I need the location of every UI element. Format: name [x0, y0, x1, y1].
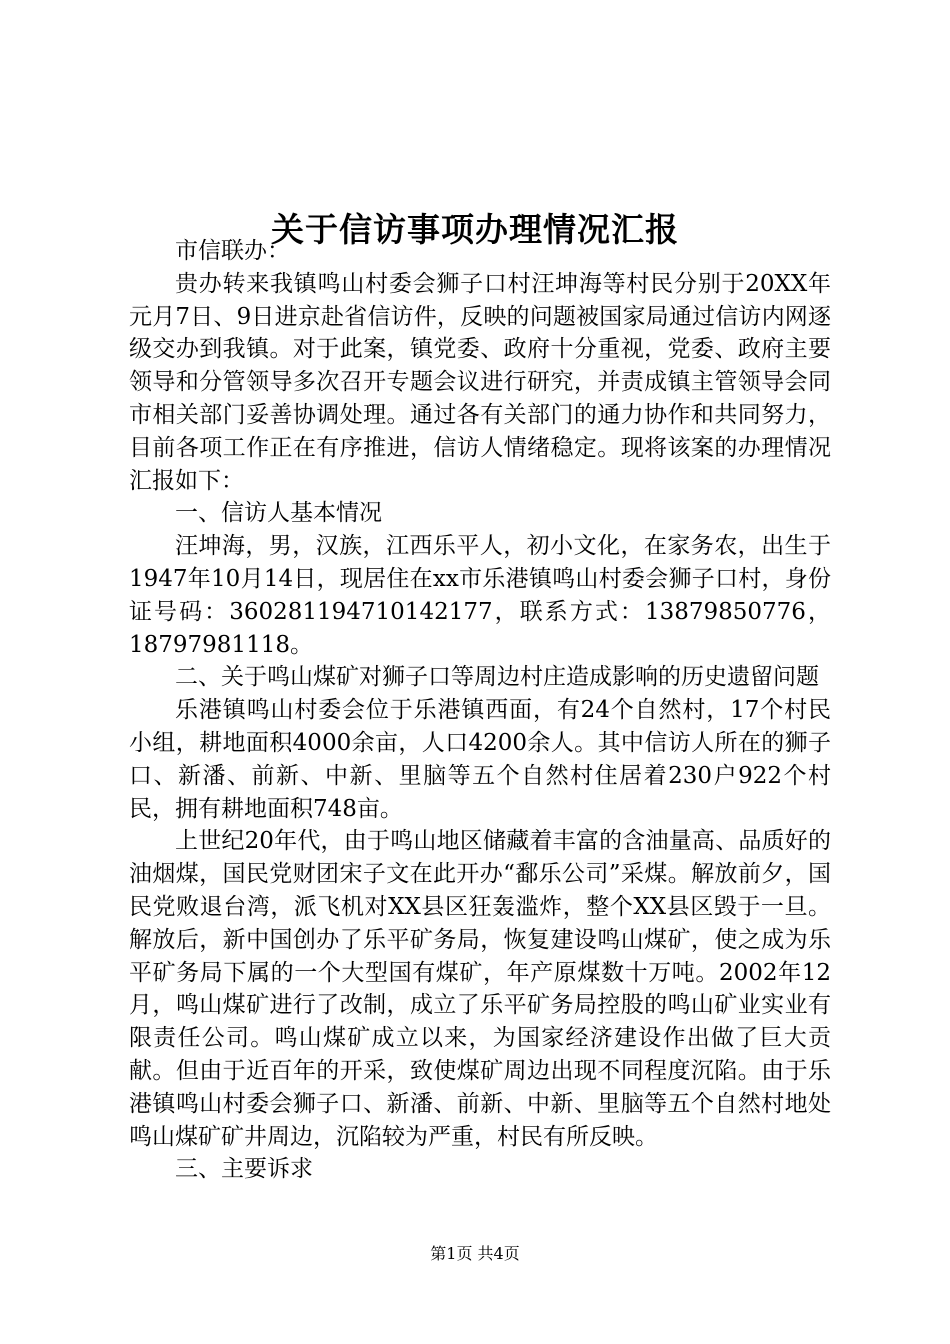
document-title: 关于信访事项办理情况汇报: [271, 210, 679, 250]
section-heading-1: 一、信访人基本情况: [175, 500, 382, 527]
paragraph-history: 上世纪20年代，由于鸣山地区储藏着丰富的含油量高、品质好的油烟煤，国民党财团宋子文在此开办“鄱乐公司”采煤。解放前夕，国民党败退台湾，派飞机对XX县区狂轰滥炸，整个XX县区毁于一旦。解放后，新中国创办了乐平矿务局，恢复建设鸣山煤矿，使之成为乐平矿务局下属的一个大型国有煤矿，年产原煤数十万吨。2002年12月，鸣山煤矿进行了改制，成立了乐平矿务局控股的鸣山矿业实业有限责任公司。鸣山煤矿成立以来，为国家经济建设作出做了巨大贡献。但由于近百年的开采，致使煤矿周边出现不同程度沉陷。由于乐港镇鸣山村委会狮子口、新潘、前新、中新、里脑等五个自然村地处鸣山煤矿矿井周边，沉陷较为严重，村民有所反映。: [129, 828, 831, 1150]
paragraph-intro: 贵办转来我镇鸣山村委会狮子口村汪坤海等村民分别于20XX年元月7日、9日进京赴省信访件，反映的问题被国家局通过信访内网逐级交办到我镇。对于此案，镇党委、政府十分重视，党委、政府主要领导和分管领导多次召开专题会议进行研究，并责成镇主管领导会同市相关部门妥善协调处理。通过各有关部门的通力协作和共同努力，目前各项工作正在有序推进，信访人情绪稳定。现将该案的办理情况汇报如下：: [129, 270, 831, 494]
section-heading-3: 三、主要诉求: [175, 1156, 313, 1183]
document-body: [129, 235, 831, 1186]
page-number-footer: 第1页 共4页: [430, 1244, 520, 1263]
salutation: 市信联办：: [175, 238, 290, 264]
section-heading-2: 二、关于鸣山煤矿对狮子口等周边村庄造成影响的历史遗留问题: [175, 664, 819, 691]
paragraph-village-info: 乐港镇鸣山村委会位于乐港镇西面，有24个自然村，17个村民小组，耕地面积4000余亩，人口4200余人。其中信访人所在的狮子口、新潘、前新、中新、里脑等五个自然村住居着230户922个村民，拥有耕地面积748亩。: [129, 697, 831, 822]
paragraph-petitioner-info: 汪坤海，男，汉族，江西乐平人，初小文化，在家务农，出生于1947年10月14日，现居住在xx市乐港镇鸣山村委会狮子口村，身份证号码：360281194710142177，联系方式：13879850776，18797981118。: [129, 533, 831, 658]
